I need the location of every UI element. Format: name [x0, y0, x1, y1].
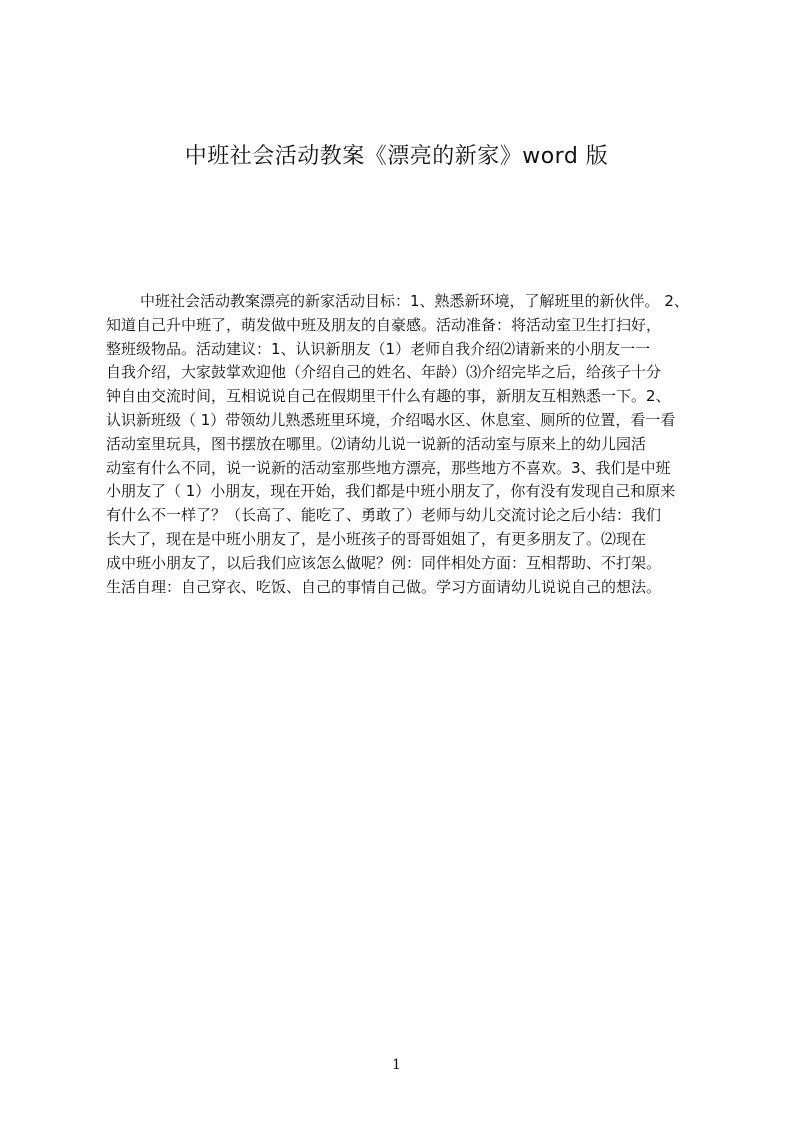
body-line: 长大了，现在是中班小朋友了，是小班孩子的哥哥姐姐了，有更多朋友了。⑵现在 [106, 529, 647, 548]
body-line: 钟自由交流时间，互相说说自己在假期里干什么有趣的事，新朋友互相熟悉一下。2、 [106, 387, 671, 406]
body-line: 成中班小朋友了，以后我们应该怎么做呢？例：同伴相处方面：互相帮助、不打架。 [106, 553, 662, 572]
body-line: 有什么不一样了？（长高了、能吃了、勇敢了）老师与幼儿交流讨论之后小结：我们 [106, 506, 662, 525]
body-paragraph [106, 290, 706, 599]
body-line: 生活自理：自己穿衣、吃饭、自己的事情自己做。学习方面请幼儿说说自己的想法。 [106, 577, 662, 596]
body-line: 知道自己升中班了，萌发做中班及朋友的自豪感。活动准备：将活动室卫生打扫好， [106, 315, 662, 334]
body-line: 自我介绍，大家鼓掌欢迎他（介绍自己的姓名、年龄）⑶介绍完毕之后，给孩子十分 [106, 363, 662, 382]
body-line: 活动室里玩具，图书摆放在哪里。⑵请幼儿说一说新的活动室与原来上的幼儿园活 [106, 434, 647, 453]
document-title: 中班社会活动教案《漂亮的新家》word 版 [184, 144, 609, 169]
body-line: 动室有什么不同，说一说新的活动室那些地方漂亮，那些地方不喜欢。3、我们是中班 [106, 458, 671, 477]
body-line: 中班社会活动教案漂亮的新家活动目标：1、熟悉新环境，了解班里的新伙伴。 2、 [140, 292, 689, 310]
body-line: 整班级物品。活动建议：1、认识新朋友（1）老师自我介绍⑵请新来的小朋友一一 [106, 339, 651, 358]
page-number: 1 [392, 1057, 401, 1073]
body-line: 小朋友了（ 1）小朋友，现在开始，我们都是中班小朋友了，你有没有发现自己和原来 [106, 482, 676, 501]
body-line: 认识新班级（ 1）带领幼儿熟悉班里环境，介绍喝水区、休息室、厕所的位置，看一看 [106, 410, 676, 429]
